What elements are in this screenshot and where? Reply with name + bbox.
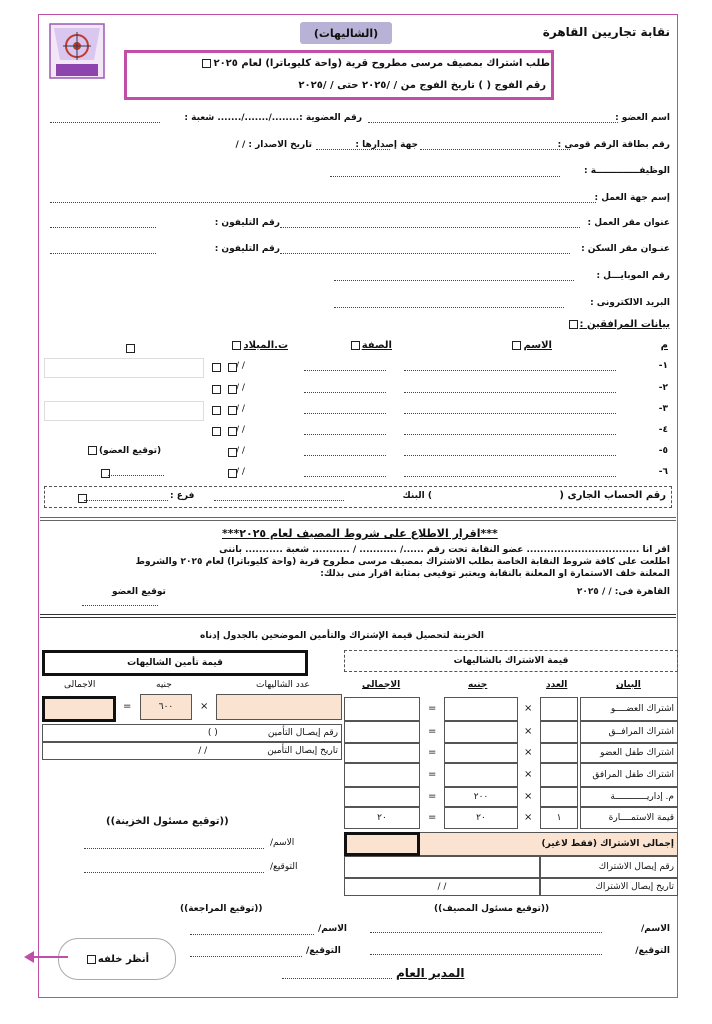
badge-text: (الشاليهات) bbox=[313, 26, 379, 40]
row-relation-field[interactable] bbox=[304, 476, 386, 477]
divider bbox=[40, 517, 676, 518]
membership-label: رقم العضوية :......../......./....... شعبة : bbox=[184, 113, 362, 123]
sub-row-count[interactable] bbox=[540, 721, 578, 743]
row-num: ١- bbox=[658, 361, 668, 371]
row-checkbox[interactable] bbox=[228, 469, 237, 478]
times-symbol: × bbox=[524, 747, 533, 758]
ins-count-cell[interactable] bbox=[216, 694, 342, 720]
national-id-field[interactable] bbox=[420, 149, 570, 150]
group-line: رقم الفوج ( ) تاريخ الفوج من / /٢٠٢٥ حتى / /٢٠٢٥ bbox=[298, 80, 546, 91]
review-name-field[interactable] bbox=[190, 934, 314, 935]
row-num: ٦- bbox=[658, 467, 668, 477]
row-name-field[interactable] bbox=[404, 476, 616, 477]
email-label: البريد الالكترونى : bbox=[590, 298, 670, 308]
times-symbol: × bbox=[524, 812, 533, 823]
row-relation-field[interactable] bbox=[304, 370, 386, 371]
sub-row-label: اشتراك طفل العضو bbox=[580, 743, 678, 763]
ins-receipt-date: تاريخ إيصال التأمين / / bbox=[42, 742, 342, 760]
bank-field[interactable] bbox=[214, 500, 344, 501]
declaration-line3: المعلنة خلف الاستمارة او المعلنة بالنقابة ويعتبر توقيعى بمثابة اقرار منى بذلك: bbox=[320, 569, 670, 579]
insurance-title: قيمة تأمين الشاليهات bbox=[42, 650, 308, 676]
resort-officer-label: ((توقيع مسئول المصيف)) bbox=[434, 904, 550, 914]
declaration-line1: اقر انا ................................. عضو النقابة تحت رقم ....../ ........... / ........... شعبة ........... باننى bbox=[219, 545, 670, 555]
review-sign-label: التوقيع/ bbox=[306, 946, 341, 956]
sub-row-price[interactable]: ٢٠ bbox=[444, 807, 518, 829]
equals-symbol: = bbox=[428, 703, 437, 714]
employer-label: إسم جهة العمل : bbox=[594, 193, 670, 203]
home-phone-label: رقم التليفون : bbox=[214, 244, 280, 254]
sub-row-count[interactable] bbox=[540, 743, 578, 763]
col-birthdate: ت.الميلاد bbox=[230, 340, 288, 351]
national-id-label: رقم بطاقة الرقم قومى : bbox=[557, 140, 670, 150]
member-name-field[interactable] bbox=[368, 122, 618, 123]
row-checkbox[interactable] bbox=[212, 363, 221, 372]
treasury-title: الخزينة لتحصيل قيمة الإشتراك والتأمين الموضحين بالجدول إدناه bbox=[200, 631, 484, 641]
grand-total: إجمالى الاشتراك (فقط لاغير) bbox=[418, 832, 678, 856]
equals-symbol: = bbox=[123, 701, 132, 712]
row-num: ٣- bbox=[658, 404, 668, 414]
sub-row-price[interactable] bbox=[444, 743, 518, 763]
row-num: ٤- bbox=[658, 425, 668, 435]
row-name-field[interactable] bbox=[404, 413, 616, 414]
sub-receipt-no: رقم إيصال الاشتراك bbox=[540, 856, 678, 878]
sub-row-total[interactable] bbox=[344, 743, 420, 763]
ins-header-count: عدد الشاليهات bbox=[256, 680, 310, 690]
row-relation-field[interactable] bbox=[304, 392, 386, 393]
row-shaded bbox=[44, 401, 204, 421]
sub-row-label: م. إداريــــــــــــة bbox=[580, 787, 678, 807]
sub-receipt-date-field[interactable]: / / bbox=[344, 878, 540, 896]
sub-receipt-date: تاريخ إيصال الاشتراك bbox=[540, 878, 678, 896]
job-label: الوظيفــــــــــــــة : bbox=[584, 166, 670, 176]
col-relation: الصفة bbox=[349, 340, 392, 351]
branch-label: فرع : bbox=[170, 491, 195, 501]
row-checkbox[interactable] bbox=[212, 385, 221, 394]
sub-row-price[interactable] bbox=[444, 697, 518, 721]
review-label: ((توقيع المراجعة)) bbox=[180, 904, 263, 914]
treasurer-name-field[interactable] bbox=[84, 848, 264, 849]
row-checkbox[interactable] bbox=[228, 448, 237, 457]
row-name-field[interactable] bbox=[404, 392, 616, 393]
member-name-label: اسم العضو : bbox=[615, 113, 670, 123]
companions-title: بيانات المرافقين : bbox=[567, 319, 670, 330]
times-symbol: × bbox=[524, 726, 533, 737]
col-extra-checkbox[interactable] bbox=[126, 344, 135, 353]
job-field[interactable] bbox=[330, 176, 560, 177]
bank-label: ) البنك bbox=[402, 491, 432, 501]
subscription-title: قيمة الاشتراك بالشاليهات bbox=[344, 650, 678, 672]
account-label: رقم الحساب الجارى ( bbox=[559, 490, 666, 501]
sub-row-total[interactable] bbox=[344, 721, 420, 743]
header-badge bbox=[300, 22, 392, 44]
sub-row-count[interactable]: ١ bbox=[540, 807, 578, 829]
resort-sign-label: التوقيع/ bbox=[635, 946, 670, 956]
sub-header-count: العدد bbox=[546, 680, 568, 690]
sub-receipt-no-field[interactable] bbox=[344, 856, 540, 878]
email-field[interactable] bbox=[334, 307, 564, 308]
row-date: / / bbox=[236, 404, 245, 414]
director-field[interactable] bbox=[282, 978, 392, 979]
row-date: / / bbox=[236, 425, 245, 435]
treasurer-sign-label: التوقيع/ bbox=[270, 862, 298, 872]
sub-row-label: قيمة الاستمــــارة bbox=[580, 807, 678, 829]
mobile-field[interactable] bbox=[334, 280, 574, 281]
sub-row-label: اشتراك المرافــق bbox=[580, 721, 678, 743]
equals-symbol: = bbox=[428, 769, 437, 780]
sub-row-label: اشتراك العضــــو bbox=[580, 697, 678, 721]
treasurer-name-label: الاسم/ bbox=[270, 838, 295, 848]
resort-sign-field[interactable] bbox=[370, 954, 602, 955]
review-sign-field[interactable] bbox=[190, 956, 302, 957]
row-checkbox[interactable] bbox=[228, 385, 237, 394]
sub-row-price[interactable] bbox=[444, 763, 518, 787]
equals-symbol: = bbox=[428, 726, 437, 737]
resort-name-field[interactable] bbox=[370, 932, 602, 933]
sub-row-price[interactable]: ٢٠٠ bbox=[444, 787, 518, 807]
sub-row-label: اشتراك طفل المرافق bbox=[580, 763, 678, 787]
arrow-left-icon bbox=[24, 950, 70, 964]
row-date: / / bbox=[236, 467, 245, 477]
row-checkbox[interactable] bbox=[228, 363, 237, 372]
equals-symbol: = bbox=[428, 812, 437, 823]
grand-total-value[interactable] bbox=[344, 832, 420, 856]
home-address-field[interactable] bbox=[280, 253, 570, 254]
divider bbox=[40, 614, 676, 615]
see-back-checkbox bbox=[87, 955, 96, 964]
ins-total-cell[interactable] bbox=[42, 696, 116, 722]
row-checkbox[interactable] bbox=[212, 427, 221, 436]
times-symbol: × bbox=[524, 703, 533, 714]
row-relation-field[interactable] bbox=[304, 413, 386, 414]
sub-row-total[interactable] bbox=[344, 763, 420, 787]
row-date: / / bbox=[236, 361, 245, 371]
row-relation-field[interactable] bbox=[304, 455, 386, 456]
work-address-label: عنوان مقر العمل : bbox=[587, 218, 670, 228]
member-signature-field[interactable] bbox=[82, 605, 158, 606]
mobile-label: رقم الموبايـــل : bbox=[596, 271, 670, 281]
col-no: م bbox=[660, 340, 668, 351]
see-back-label: أنظر خلفه bbox=[97, 953, 150, 965]
ins-receipt-no: رقم إيصـال التأمين ( ) bbox=[42, 724, 342, 742]
home-phone-field[interactable] bbox=[50, 253, 156, 254]
row-shaded bbox=[44, 358, 204, 378]
member-sign-label: (توقيع العضو) bbox=[86, 446, 161, 456]
org-name: نقابة تجاريين القاهرة bbox=[542, 25, 670, 39]
member-sign-checkbox[interactable] bbox=[101, 469, 110, 478]
row-date: / / bbox=[236, 446, 245, 456]
resort-name-label: الاسم/ bbox=[641, 924, 670, 934]
sub-row-total[interactable] bbox=[344, 697, 420, 721]
see-back-badge[interactable] bbox=[58, 938, 176, 980]
issue-date-label: تاريخ الاصدار : / / bbox=[235, 140, 312, 150]
sub-header-pound: جنيه bbox=[468, 680, 488, 690]
row-relation-field[interactable] bbox=[304, 434, 386, 435]
sub-header-label: البيان bbox=[616, 680, 641, 690]
ins-header-pound: جنيه bbox=[156, 680, 172, 690]
sub-header-total: الاجمالى bbox=[362, 680, 401, 690]
declaration-line2: اطلعت على كافة شروط النقابة الخاصة بطلب الاشتراك بمصيف مرسى مطروح قرية (واحة كليوباترا) لعام ٢٠٢٥ والشروط bbox=[135, 557, 670, 567]
member-sign-field[interactable] bbox=[108, 475, 164, 476]
row-date: / / bbox=[236, 383, 245, 393]
work-phone-label: رقم التليفون : bbox=[214, 218, 280, 228]
sub-row-count[interactable] bbox=[540, 787, 578, 807]
branch-account-field[interactable] bbox=[84, 500, 168, 501]
row-name-field[interactable] bbox=[404, 434, 616, 435]
issuer-label: جهة إصدارها : bbox=[355, 140, 418, 150]
union-logo-icon bbox=[46, 20, 108, 82]
home-address-label: عنـوان مقر السكن : bbox=[581, 244, 670, 254]
sub-row-total[interactable] bbox=[344, 787, 420, 807]
ins-header-total: الاجمالى bbox=[64, 680, 96, 690]
work-phone-field[interactable] bbox=[50, 227, 156, 228]
equals-symbol: = bbox=[428, 791, 437, 802]
times-symbol: × bbox=[524, 769, 533, 780]
employer-field[interactable] bbox=[50, 202, 596, 203]
ins-price-cell: ٦٠٠ bbox=[140, 694, 192, 720]
times-symbol: × bbox=[524, 791, 533, 802]
treasurer-sign-field[interactable] bbox=[84, 872, 264, 873]
declaration-title: ***اقرار الاطلاع على شروط المصيف لعام ٢٠٢٥*** bbox=[222, 527, 498, 540]
review-name-label: الاسم/ bbox=[318, 924, 347, 934]
divider bbox=[40, 617, 676, 618]
row-checkbox[interactable] bbox=[212, 406, 221, 415]
treasurer-sig-label: ((توقيع مسئول الخزينة)) bbox=[106, 816, 229, 827]
row-name-field[interactable] bbox=[404, 370, 616, 371]
form-title: طلب اشتراك بمصيف مرسى مطروح قرية (واحة كليوباترا) لعام ٢٠٢٥ bbox=[200, 58, 550, 69]
row-num: ٥- bbox=[658, 446, 668, 456]
sub-row-price[interactable] bbox=[444, 721, 518, 743]
member-signature-label: توقيع العضو bbox=[112, 587, 166, 597]
row-name-field[interactable] bbox=[404, 455, 616, 456]
sub-row-count[interactable] bbox=[540, 763, 578, 787]
divider bbox=[40, 520, 676, 521]
city-date: القاهرة فى: / / ٢٠٢٥ bbox=[576, 587, 670, 597]
branch-field[interactable] bbox=[50, 122, 160, 123]
col-name: الاسم bbox=[510, 340, 552, 351]
row-num: ٢- bbox=[658, 383, 668, 393]
director-label: المدير العام bbox=[396, 966, 465, 980]
work-address-field[interactable] bbox=[280, 227, 580, 228]
times-symbol: × bbox=[200, 701, 209, 712]
sub-row-count[interactable] bbox=[540, 697, 578, 721]
row-checkbox[interactable] bbox=[228, 406, 237, 415]
sub-row-total[interactable]: ٢٠ bbox=[344, 807, 420, 829]
row-checkbox[interactable] bbox=[228, 427, 237, 436]
equals-symbol: = bbox=[428, 747, 437, 758]
account-checkbox[interactable] bbox=[78, 494, 87, 503]
issuer-field[interactable] bbox=[316, 149, 390, 150]
